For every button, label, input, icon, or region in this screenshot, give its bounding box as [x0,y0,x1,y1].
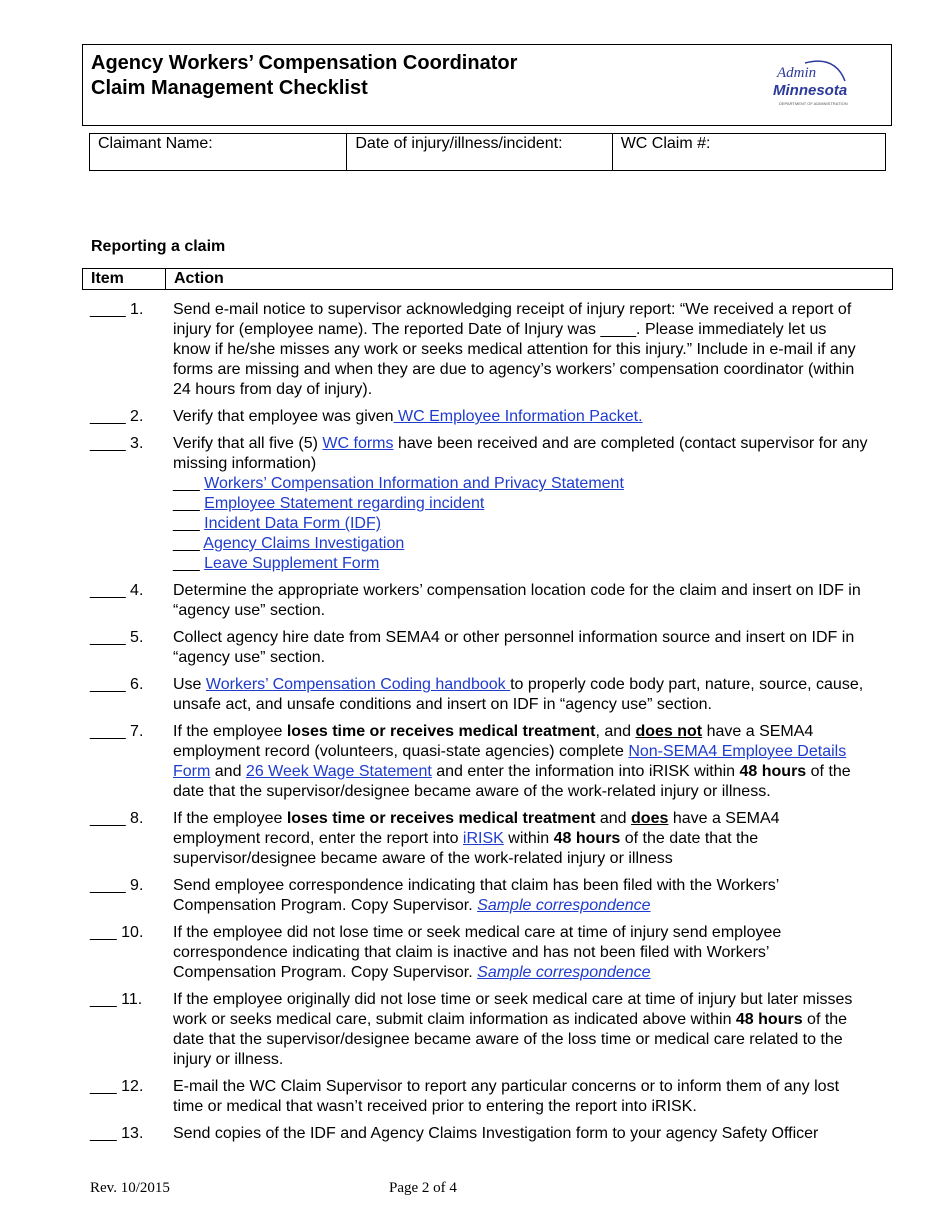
item-action [173,722,868,802]
document-header [82,44,892,126]
item-number[interactable]: ____ 2. [90,408,144,425]
logo-word-minnesota: Minnesota [773,82,848,99]
action-text: of the date that the supervisor/designee became aware of the work-related injury or illness [173,830,759,867]
section-title: Reporting a claim [91,238,226,255]
item-number[interactable]: ___ 11. [90,991,143,1008]
checklist-rows [0,300,950,1151]
action-text: and [595,810,632,827]
action-text-bold: loses time or receives medical treatment [286,723,596,740]
sub-item-blank[interactable]: ___ [173,495,205,512]
item-action [173,300,868,400]
item-number[interactable]: ____ 7. [90,723,144,740]
checklist-row [0,876,950,916]
action-text: If the employee [173,810,287,827]
item-action [173,876,868,916]
action-text-bold: loses time or receives medical treatment [286,810,596,827]
privacy-statement-link[interactable]: Workers’ Compensation Information and Privacy Statement [204,475,624,492]
item-number[interactable]: ____ 3. [90,435,144,452]
item-action [173,1124,868,1144]
item-action [173,628,868,668]
action-text: If the employee did not lose time or seek medical care at time of injury send employee correspondence indicating that claim is inactive and has not been filed with Workers’ Compensation Program. Copy Supervisor. [173,924,782,981]
employee-statement-link[interactable]: Employee Statement regarding incident [204,495,485,512]
checklist-row [0,628,950,668]
action-text: of the date that the supervisor/designee became aware of the work-related injury or illness. [173,763,851,800]
action-text: Verify that employee was given [173,408,394,425]
checklist-row [0,581,950,621]
action-text: Send employee correspondence indicating that claim has been filed with the Workers’ Compensation Program. Copy Supervisor. [173,877,779,914]
incident-data-form-link[interactable]: Incident Data Form (IDF) [204,515,382,532]
item-action [173,923,868,983]
sub-item-blank[interactable]: ___ [173,475,205,492]
sub-item-blank[interactable]: ___ [173,535,204,552]
wc-claim-number-field[interactable] [613,134,885,170]
claimant-name-label: Claimant Name: [98,135,213,152]
item-number[interactable]: ____ 5. [90,629,144,646]
injury-date-field[interactable] [347,134,612,170]
action-text-emphasis: does [631,810,669,827]
item-action [173,990,868,1070]
action-text-bold: 48 hours [553,830,621,847]
checklist-row [0,407,950,427]
item-number[interactable]: ___ 13. [90,1125,144,1142]
non-sema4-form-link[interactable]: Non-SEMA4 Employee Details Form [173,743,847,780]
item-number[interactable]: ___ 12. [90,1078,144,1095]
item-action [173,407,868,427]
logo-word-admin: Admin [777,65,817,81]
sub-item-blank[interactable]: ___ [173,515,205,532]
item-action [173,434,868,574]
checklist-row [0,809,950,869]
wage-statement-link[interactable]: 26 Week Wage Statement [245,763,432,780]
sample-correspondence-link[interactable]: Sample correspondence [477,897,651,914]
sub-checklist-item [173,514,868,534]
action-text: have a SEMA4 employment record, enter the report into [173,810,780,847]
logo-tagline: DEPARTMENT OF ADMINISTRATION [779,101,848,106]
action-text-bold: 48 hours [735,1011,803,1028]
wc-claim-number-label: WC Claim #: [620,135,711,152]
action-text: and [210,763,246,780]
action-text: within [503,830,554,847]
action-text: Verify that all five (5) [173,435,323,452]
sub-checklist-item [173,534,868,554]
checklist-table-header [82,268,893,290]
sub-checklist-item [173,554,868,574]
claim-fields-row [89,133,886,171]
title-line-2: Claim Management Checklist [91,77,368,99]
action-text: E-mail the WC Claim Supervisor to report any particular concerns or to inform them of any lost time or medical that wasn’t received prior to entering the report into iRISK. [173,1078,840,1115]
checklist-row [0,300,950,400]
action-text: Use [173,676,206,693]
wc-employee-info-packet-link[interactable]: WC Employee Information Packet. [393,408,643,425]
checklist-row [0,990,950,1070]
irisk-link[interactable]: iRISK [462,830,504,847]
item-action [173,809,868,869]
agency-claims-investigation-link[interactable]: Agency Claims Investigation [203,535,405,552]
sample-correspondence-link[interactable]: Sample correspondence [477,964,651,981]
checklist-row [0,923,950,983]
coding-handbook-link[interactable]: Workers’ Compensation Coding handbook [205,676,511,693]
action-text: If the employee originally did not lose time or seek medical care at time of injury but later misses work or seeks medical care, submit claim information as indicated above within [173,991,853,1028]
checklist-row [0,434,950,574]
item-number[interactable]: ____ 9. [90,877,144,894]
sub-checklist-item [173,474,868,494]
claimant-name-field[interactable] [90,134,347,170]
action-text: to properly code body part, nature, source, cause, unsafe act, and unsafe conditions and insert on IDF in “agency use” section. [173,676,864,713]
action-text-bold: 48 hours [739,763,807,780]
admin-minnesota-logo [767,53,857,111]
action-text: Collect agency hire date from SEMA4 or other personnel information source and insert on IDF in “agency use” section. [173,629,855,666]
sub-checklist-item [173,494,868,514]
action-text: of the date that the supervisor/designee became aware of the loss time or medical care related to the injury or illness. [173,1011,848,1068]
item-number[interactable]: ____ 8. [90,810,144,827]
wc-forms-link[interactable]: WC forms [322,435,394,452]
column-header-action: Action [174,270,224,287]
action-text: have a SEMA4 employment record (volunteers, quasi-state agencies) complete [173,723,814,760]
action-text: have been received and are completed (contact supervisor for any missing information) [173,435,868,472]
action-text: , and [595,723,636,740]
item-action [173,1077,868,1117]
item-action [173,581,868,621]
action-text: Determine the appropriate workers’ compensation location code for the claim and insert on IDF in “agency use” section. [173,582,861,619]
item-number[interactable]: ____ 1. [90,301,144,318]
item-action [173,675,868,715]
column-header-item: Item [83,269,166,289]
item-number[interactable]: ___ 10. [90,924,144,941]
page-title [91,51,517,101]
revision-date: Rev. 10/2015 [90,1180,170,1196]
action-text: Send e-mail notice to supervisor acknowledging receipt of injury report: “We received a report of injury for (employee name). The reported Date of Injury was ____. Please immediately let us know if he/she misses any work or seeks medical attention for this injury.” Include in e-mail if any forms are missing and when they are due to agency’s workers’ compensation coordinator (within 24 hours from day of injury). [173,301,856,398]
checklist-row [0,675,950,715]
item-number[interactable]: ____ 4. [90,582,144,599]
leave-supplement-form-link[interactable]: Leave Supplement Form [204,555,380,572]
checklist-row [0,1124,950,1144]
sub-item-blank[interactable]: ___ [173,555,205,572]
title-line-1: Agency Workers’ Compensation Coordinator [91,52,518,74]
action-text-emphasis: does not [635,723,703,740]
action-text: and enter the information into iRISK within [431,763,740,780]
item-number[interactable]: ____ 6. [90,676,144,693]
action-text: Send copies of the IDF and Agency Claims Investigation form to your agency Safety Officer [173,1125,819,1142]
action-text: If the employee [173,723,287,740]
checklist-row [0,1077,950,1117]
page-number: Page 2 of 4 [389,1180,457,1196]
injury-date-label: Date of injury/illness/incident: [355,135,563,152]
checklist-row [0,722,950,802]
